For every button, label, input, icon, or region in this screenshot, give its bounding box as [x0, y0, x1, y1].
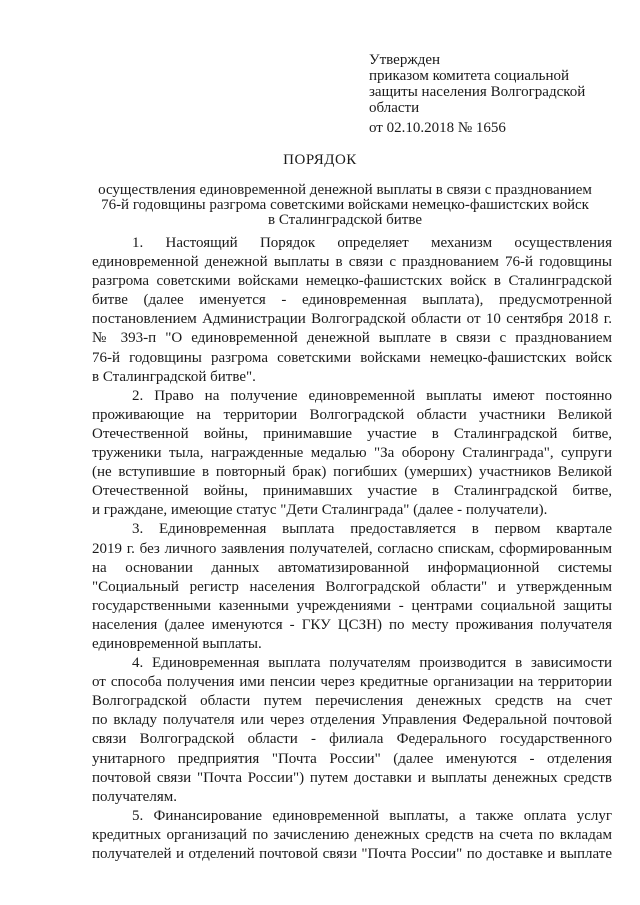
paragraph-line: 1. Настоящий Порядок определяет механизм осуществления — [132, 235, 612, 251]
paragraph-line: 76-й годовщины разгрома советскими войсками немецко-фашистских войск — [92, 349, 612, 366]
paragraph-line: Отечественной войны, принимавшие участие в Сталинградской битве, — [92, 425, 612, 442]
approval-block — [369, 52, 609, 116]
paragraph-2 — [92, 387, 612, 521]
paragraph-line: "Социальный регистр населения Волгоградской области" и утвержденным — [92, 578, 612, 595]
paragraph-line: от способа получения ими пенсии через кредитные организации на территории — [92, 674, 612, 691]
paragraph-line: получателям. — [92, 788, 177, 805]
paragraph-line: получателей и отделений почтовой связи "Почта России" по доставке и выплате — [92, 846, 612, 862]
approval-line: Утвержден — [369, 52, 441, 68]
subtitle-line: 76-й годовщины разгрома советскими войсками немецко-фашистских войск — [101, 197, 589, 213]
paragraph-line: разгрома советскими войсками немецко-фашистских войск в Сталинградской — [92, 273, 612, 290]
paragraph-line: битве (далее именуется - единовременная выплата), предусмотренной — [92, 292, 612, 309]
paragraph-line: на основании данных автоматизированной информационной системы — [92, 559, 612, 576]
paragraph-line: кредитных организаций по зачислению денежных средств на счета по вкладам — [92, 826, 612, 843]
paragraph-line: Волгоградской области путем перечисления денежных средств на счет — [92, 693, 612, 710]
approval-line: области — [369, 100, 420, 116]
approval-line: приказом комитета социальной — [369, 68, 570, 84]
paragraph-line: 5. Финансирование единовременной выплаты, а также оплата услуг — [132, 807, 612, 824]
paragraph-line: в Сталинградской битве". — [92, 368, 256, 385]
paragraph-line: 4. Единовременная выплата получателям производится в зависимости — [132, 655, 612, 672]
paragraph-line: почтовой связи "Почта России") путем доставки и выплаты денежных средств — [92, 769, 612, 786]
subtitle-line: осуществления единовременной денежной выплаты в связи с празднованием — [98, 182, 592, 198]
approval-line: защиты населения Волгоградской — [369, 84, 586, 100]
paragraph-5 — [92, 807, 612, 864]
paragraph-line: единовременной выплаты. — [92, 635, 262, 652]
paragraph-line: государственными казенными учреждениями - центрами социальной защиты — [92, 597, 612, 614]
paragraph-line: 3. Единовременная выплата предоставляется в первом квартале — [132, 521, 612, 538]
paragraph-4 — [92, 654, 612, 807]
paragraph-3 — [92, 520, 612, 654]
paragraph-line: 2. Право на получение единовременной выплаты имеют постоянно — [132, 387, 612, 404]
paragraph-line: по вкладу получателя или через отделения Управления Федеральной почтовой — [92, 712, 612, 729]
paragraph-line: Отечественной войны, принимавших участие в Сталинградской битве, — [92, 483, 612, 500]
paragraph-line: труженики тыла, награжденные медалью "За оборону Сталинграда", супруги — [92, 445, 612, 462]
paragraph-line: единовременной денежной выплаты в связи с празднованием 76-й годовщины — [92, 254, 612, 271]
paragraph-line: 2019 г. без личного заявления получателей, согласно спискам, сформированным — [92, 540, 612, 557]
paragraph-line: связи Волгоградской области - филиала Федерального государственного — [92, 731, 612, 748]
paragraph-line: и граждане, имеющие статус "Дети Сталинграда" (далее - получатели). — [92, 502, 548, 519]
document-title: ПОРЯДОК — [283, 152, 357, 168]
paragraph-line: постановлением Администрации Волгоградской области от 10 сентября 2018 г. — [92, 311, 612, 328]
document-subtitle — [80, 183, 610, 228]
paragraph-line: (не вступившие в повторный брак) погибших (умерших) участников Великой — [92, 464, 612, 481]
paragraph-line: населения (далее именуются - ГКУ ЦСЗН) по месту проживания получателя — [92, 616, 612, 633]
paragraph-line: унитарного предприятия "Почта России" (далее именуются - отделения — [92, 750, 612, 767]
paragraph-line: № 393-п "О единовременной денежной выплате в связи с празднованием — [92, 330, 612, 347]
paragraph-1 — [92, 234, 612, 387]
document-body — [92, 234, 612, 864]
subtitle-line: в Сталинградской битве — [268, 212, 422, 228]
approval-date: от 02.10.2018 № 1656 — [369, 120, 506, 136]
paragraph-line: проживающие на территории Волгоградской области участники Великой — [92, 406, 612, 423]
